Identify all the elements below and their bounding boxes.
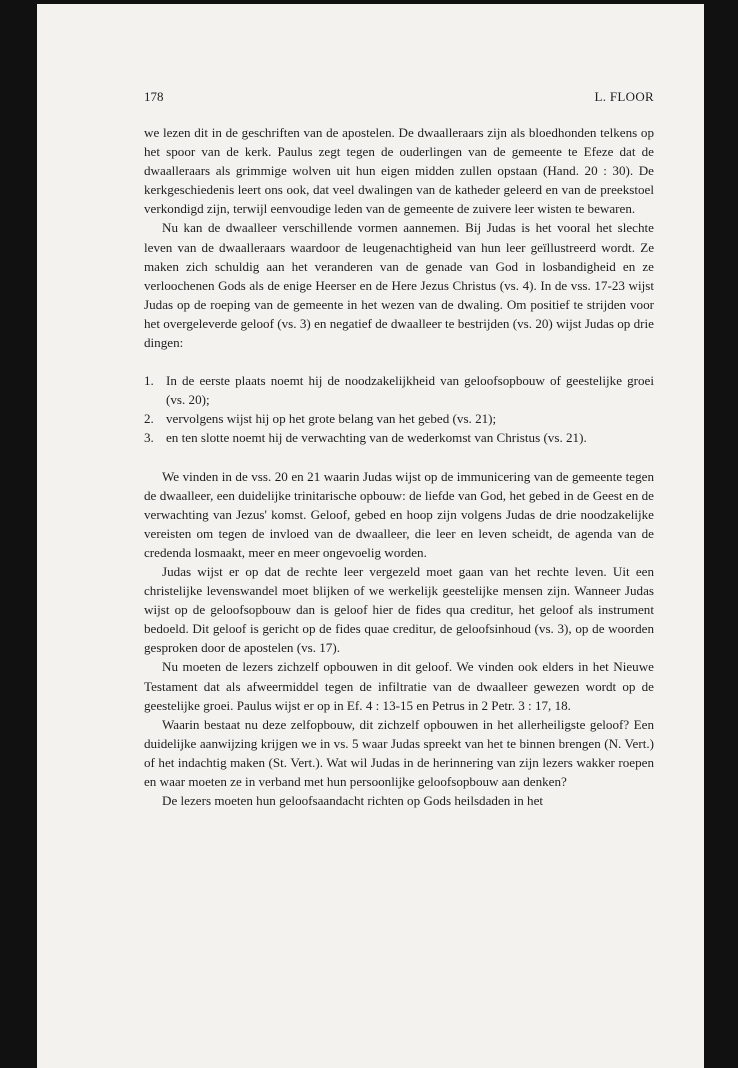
paragraph: Nu moeten de lezers zichzelf opbouwen in dit geloof. We vinden ook elders in het Nieuwe Testament dat als afweermiddel tegen de infiltratie van de dwaalleer gewezen wordt op de geestelijke groei. Paulus wijst er op in Ef. 4 : 13-15 en Petrus in 2 Petr. 3 : 17, 18. (144, 659, 654, 713)
list-item (144, 428, 654, 447)
list-item-number: 1. (144, 373, 154, 389)
scan-border-right (704, 0, 738, 1068)
running-head-author: L. FLOOR (594, 89, 654, 104)
page-number: 178 (144, 89, 164, 104)
list-item-text: In de eerste plaats noemt hij de noodzakelijkheid van geloofsopbouw of geestelijke groei (vs. 20); (166, 373, 654, 408)
list-item-number: 3. (144, 430, 154, 446)
list-item-text: en ten slotte noemt hij de verwachting van de wederkomst van Christus (vs. 21). (166, 430, 587, 446)
list-item (144, 409, 654, 428)
paragraph: We vinden in de vss. 20 en 21 waarin Judas wijst op de immunicering van de gemeente tegen de dwaalleer, een duidelijke trinitarische opbouw: de liefde van God, het gebed in de Geest en de verwachting van Jezus' komst. Geloof, gebed en hoop zijn volgens Judas de drie noodzakelijke vereisten om tegen de invloed van de dwaalleer, die leer en leven scheidt, de agenda van de credenda losmaakt, meer en meer ongevoelig worden. (144, 468, 654, 560)
list-item-text: vervolgens wijst hij op het grote belang van het gebed (vs. 21); (166, 411, 497, 427)
paragraph: we lezen dit in de geschriften van de apostelen. De dwaalleraars zijn als bloedhonden telkens op het spoor van de kerk. Paulus zegt tegen de ouderlingen van de gemeente te Efeze dat de dwaalleraars als grimmige wolven uit hun eigen midden zullen opstaan (Hand. 20 : 30). De kerkgeschiedenis leert ons ook, dat veel dwalingen van de katheder geleerd en van de preekstoel verkondigd zijn, terwijl eenvoudige leden van de gemeente de zuivere leer wisten te bewaren. (144, 125, 654, 217)
paragraph: Nu kan de dwaalleer verschillende vormen aannemen. Bij Judas is het vooral het slechte leven van de dwaalleraars waardoor de leugenachtigheid van hun leer geïllustreerd wordt. Ze maken zich schuldig aan het veranderen van de genade van God in losbandigheid en ze verloochenen Gods als de enige Heerser en de Here Jezus Christus (vs. 4). In de vss. 17-23 wijst Judas op de roeping van de gemeente in het wezen van de dwaling. Om positief te strijden voor het overgeleverde geloof (vs. 3) en negatief de dwaalleer te bestrijden (vs. 20) wijst Judas op drie dingen: (144, 220, 654, 351)
enumerated-list (144, 371, 654, 447)
body-text (144, 123, 654, 810)
scan-border-left (0, 0, 37, 1068)
list-item-number: 2. (144, 411, 154, 427)
paragraph: De lezers moeten hun geloofsaandacht richten op Gods heilsdaden in het (162, 793, 544, 809)
page-header (144, 89, 654, 109)
paragraph: Judas wijst er op dat de rechte leer vergezeld moet gaan van het rechte leven. Uit een christelijke levenswandel moet blijken of we werkelijk geestelijke mensen zijn. Wanneer Judas wijst op de geloofsopbouw dan is geloof hier de fides qua creditur, het geloof als instrument bedoeld. Dit geloof is gericht op de fides quae creditur, de geloofsinhoud (vs. 3), op de woorden gesproken door de apostelen (vs. 17). (144, 563, 654, 656)
paragraph: Waarin bestaat nu deze zelfopbouw, dit zichzelf opbouwen in het allerheiligste geloof? Een duidelijke aanwijzing krijgen we in vs. 5 waar Judas spreekt van het te binnen brengen (N. Vert.) of het indachtig maken (St. Vert.). Wat wil Judas in de herinnering van zijn lezers wakker roepen en waar moeten ze in verband met hun persoonlijke geloofsopbouw aan denken? (144, 716, 654, 789)
list-item (144, 371, 654, 409)
